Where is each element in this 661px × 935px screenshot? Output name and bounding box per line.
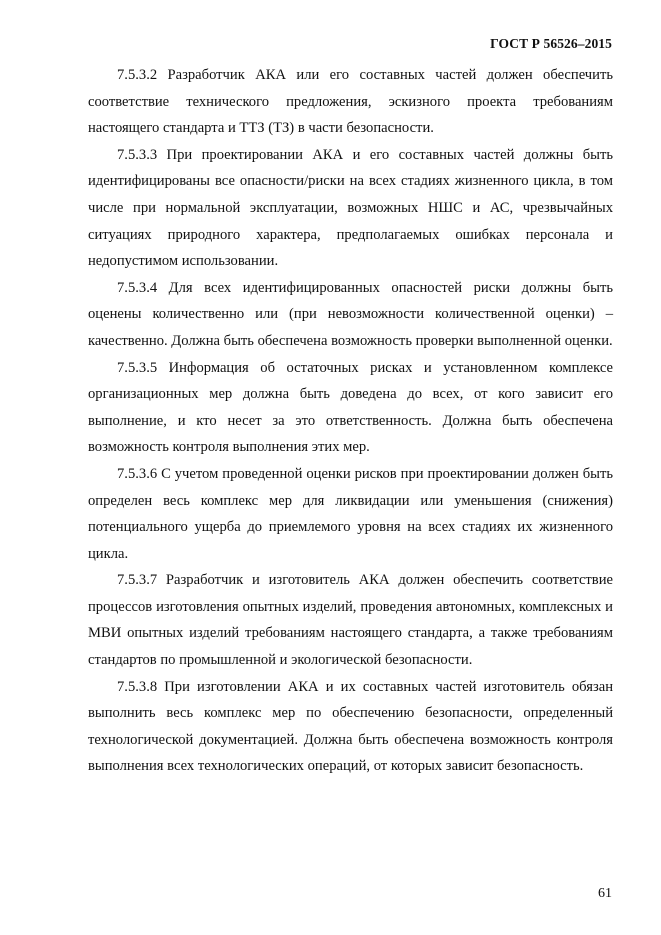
paragraph-7-5-3-5: 7.5.3.5 Информация об остаточных рисках и установленном комплексе организационных мер должна быть доведена до всех, от кого зависит его выполнение, и кто несет за это ответственность. Должна быть обеспечена возможность контроля выполнения этих мер. xyxy=(88,359,613,456)
paragraph-7-5-3-7: 7.5.3.7 Разработчик и изготовитель АКА должен обеспечить соответствие процессов изготовления опытных изделий, проведения автономных, комплексных и МВИ опытных изделий требованиям настоящего стандарта, а также требованиям стандартов по промышленной и экологической безопасности. xyxy=(88,572,613,669)
paragraph-7-5-3-6: 7.5.3.6 С учетом проведенной оценки рисков при проектировании должен быть определен весь комплекс мер для ликвидации или уменьшения (снижения) потенциального ущерба до приемлемого уровня на всех стадиях их жизненного цикла. xyxy=(88,465,613,562)
standard-header: ГОСТ Р 56526–2015 xyxy=(490,36,612,51)
page-number: 61 xyxy=(598,886,612,901)
paragraph-7-5-3-4: 7.5.3.4 Для всех идентифицированных опасностей риски должны быть оценены количественно или (при невозможности количественной оценки) – качественно. Должна быть обеспечена возможность проверки выполненной оценки. xyxy=(88,279,613,349)
paragraph-7-5-3-8: 7.5.3.8 При изготовлении АКА и их составных частей изготовитель обязан выполнить весь комплекс мер по обеспечению безопасности, определенный технологической документацией. Должна быть обеспечена возможность контроля выполнения всех технологических операций, от которых зависит безопасность. xyxy=(88,678,613,775)
document-body xyxy=(88,62,613,780)
paragraph-7-5-3-2: 7.5.3.2 Разработчик АКА или его составных частей должен обеспечить соответствие технического предложения, эскизного проекта требованиям настоящего стандарта и ТТЗ (ТЗ) в части безопасности. xyxy=(88,67,613,137)
paragraph-7-5-3-3: 7.5.3.3 При проектировании АКА и его составных частей должны быть идентифицированы все опасности/риски на всех стадиях жизненного цикла, в том числе при нормальной эксплуатации, возможных НШС и АС, чрезвычайных ситуациях природного характера, предполагаемых ошибках персонала и недопустимом использовании. xyxy=(88,146,613,270)
